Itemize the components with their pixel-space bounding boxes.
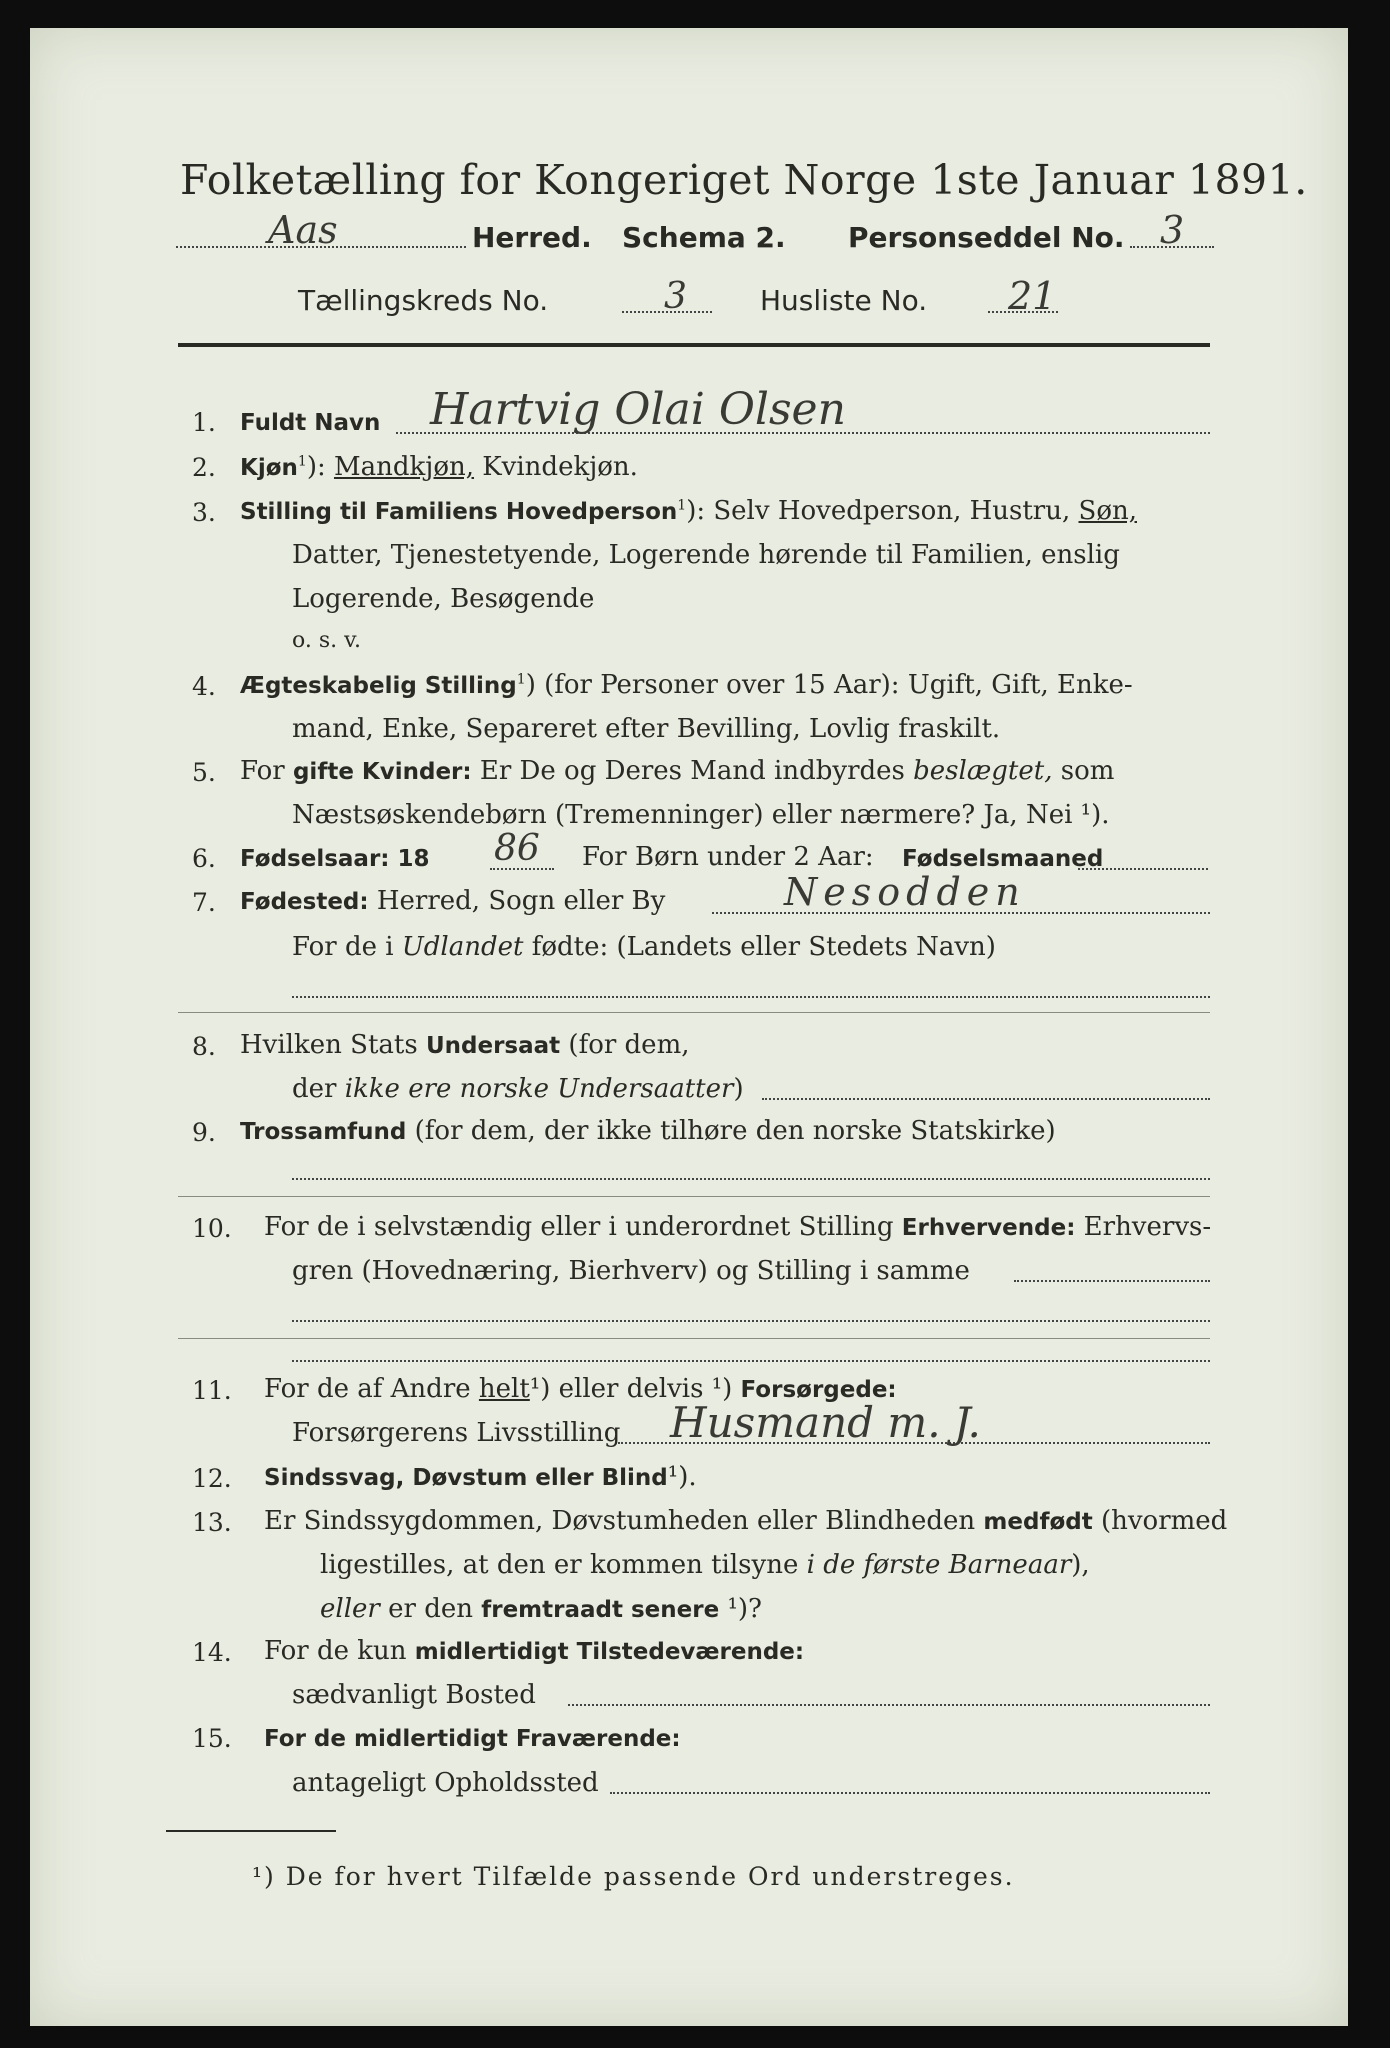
item-11-label: Forsørgede: xyxy=(740,1377,897,1403)
item-7-line1 xyxy=(240,886,665,916)
item-4-line2: mand, Enke, Separeret efter Bevilling, Lovlig fraskilt. xyxy=(292,714,1001,744)
herred-value: Aas xyxy=(268,208,338,252)
item-1-label: Fuldt Navn xyxy=(240,410,381,436)
item-6-label: Fødselsaar: 18 xyxy=(240,846,430,872)
item-6-text2: For Børn under 2 Aar: xyxy=(582,842,874,872)
item-2-colon: ): xyxy=(306,452,326,482)
item-7-line2b: fødte: (Landets eller Stedets Navn) xyxy=(531,932,996,962)
herred-label: Herred. xyxy=(472,221,592,254)
item-12-label: Sindssvag, Døvstum eller Blind xyxy=(264,1465,668,1491)
item-14-label: midlertidigt Tilstedeværende: xyxy=(414,1639,805,1665)
item-10-dotline3 xyxy=(292,1360,1210,1362)
item-4-text: ) (for Personer over 15 Aar): Ugift, Gift, Enke- xyxy=(525,670,1133,700)
item-9-number: 9. xyxy=(192,1118,216,1147)
item-14-text: For de kun xyxy=(264,1636,407,1666)
item-8-label: Undersaat xyxy=(425,1033,561,1059)
item-13-line3 xyxy=(320,1594,762,1624)
footnote-rule xyxy=(166,1830,336,1832)
item-9-text: (for dem, der ikke tilhøre den norske Statskirke) xyxy=(414,1116,1056,1146)
item-6-value: 86 xyxy=(494,828,540,869)
item-12-line1 xyxy=(264,1462,697,1492)
item-7-line2-italic: Udlandet xyxy=(401,932,524,962)
item-8-text2: (for dem, xyxy=(568,1030,690,1060)
item-11-helt: helt xyxy=(478,1374,530,1404)
item-14-line1 xyxy=(264,1636,804,1666)
item-3-line3: Logerende, Besøgende xyxy=(292,584,595,614)
item-15-dotline xyxy=(610,1792,1210,1794)
item-8-text: Hvilken Stats xyxy=(240,1030,418,1060)
footnote: ¹) De for hvert Tilfælde passende Ord understreges. xyxy=(252,1862,1015,1891)
census-form-page xyxy=(30,28,1348,2026)
item-4-label: Ægteskabelig Stilling xyxy=(240,673,517,699)
item-12-number: 12. xyxy=(192,1464,232,1493)
divider-9 xyxy=(178,1196,1210,1197)
item-9-line1 xyxy=(240,1116,1056,1146)
item-2-option-male: Mandkjøn, xyxy=(333,452,474,482)
divider-7 xyxy=(178,1012,1210,1013)
item-13-line2a: ligestilles, at den er kommen tilsyne xyxy=(320,1550,799,1580)
item-13-text2: (hvormed xyxy=(1100,1506,1228,1536)
item-12-tail: ¹). xyxy=(667,1462,697,1492)
item-8-line2a: der xyxy=(292,1074,337,1104)
item-3-number: 3. xyxy=(192,498,216,527)
husliste-label: Husliste No. xyxy=(760,284,928,317)
item-9-dotline xyxy=(292,1178,1210,1180)
item-13-line2 xyxy=(320,1550,1090,1580)
item-14-line2: sædvanligt Bosted xyxy=(292,1680,536,1710)
item-5-line1 xyxy=(240,756,1114,786)
item-7-label: Fødested: xyxy=(240,889,369,915)
item-3-line2: Datter, Tjenestetyende, Logerende hørende til Familien, enslig xyxy=(292,540,1120,570)
item-5-label: gifte Kvinder: xyxy=(292,759,472,785)
kreds-label: Tællingskreds No. xyxy=(298,284,549,317)
item-13-number: 13. xyxy=(192,1508,232,1537)
item-7-dotline2 xyxy=(292,996,1210,998)
item-8-line2b: ) xyxy=(733,1074,744,1104)
item-8-number: 8. xyxy=(192,1032,216,1061)
form-title: Folketælling for Kongeriget Norge 1ste Januar 1891. xyxy=(180,156,1308,204)
item-2-sup: 1 xyxy=(297,453,307,470)
item-7-line2a: For de i xyxy=(292,932,394,962)
husliste-value: 21 xyxy=(1008,274,1057,318)
item-10-line1 xyxy=(264,1212,1211,1242)
header-divider xyxy=(178,343,1210,347)
item-8-line2-italic: ikke ere norske Undersaatter xyxy=(344,1074,734,1104)
item-15-label: For de midlertidigt Fraværende: xyxy=(264,1726,681,1752)
item-7-line2 xyxy=(292,932,996,962)
item-11-value: Husmand m. J. xyxy=(670,1398,981,1447)
item-5-italic: beslægtet, xyxy=(913,756,1053,786)
item-6-dotline2 xyxy=(1078,868,1208,870)
item-3-text: ): Selv Hovedperson, Hustru, xyxy=(686,496,1071,526)
item-3-sup: 1 xyxy=(677,497,687,514)
schema-label: Schema 2. xyxy=(622,221,786,254)
kreds-value: 3 xyxy=(664,276,687,317)
item-13-text: Er Sindssygdommen, Døvstumheden eller Blindheden xyxy=(264,1506,976,1536)
item-10-dotline2 xyxy=(292,1320,1210,1322)
item-1-value: Hartvig Olai Olsen xyxy=(430,384,846,435)
item-5-number: 5. xyxy=(192,758,216,787)
item-7-text: Herred, Sogn eller By xyxy=(376,886,666,916)
item-5-text: Er De og Deres Mand indbyrdes xyxy=(479,756,905,786)
item-11-text2: ¹) eller delvis ¹) xyxy=(529,1374,733,1404)
item-11-number: 11. xyxy=(192,1376,232,1405)
item-3-label: Stilling til Familiens Hovedperson xyxy=(240,499,678,525)
item-1-number: 1. xyxy=(192,408,216,437)
item-5-line2: Næstsøskendebørn (Tremenninger) eller nærmere? Ja, Nei ¹). xyxy=(292,800,1110,830)
item-5-pre: For xyxy=(240,756,285,786)
item-3-selected: Søn, xyxy=(1078,496,1137,526)
personseddel-label: Personseddel No. xyxy=(848,221,1125,254)
item-13-line3a: er den xyxy=(388,1594,473,1624)
item-7-value: Nesodden xyxy=(784,870,1026,914)
item-5-text2: som xyxy=(1060,756,1115,786)
item-10-label: Erhvervende: xyxy=(901,1215,1076,1241)
item-4-number: 4. xyxy=(192,672,216,701)
item-2-number: 2. xyxy=(192,453,216,482)
item-6-number: 6. xyxy=(192,844,216,873)
item-2-row xyxy=(240,452,638,482)
item-8-line2 xyxy=(292,1074,744,1104)
item-6-label2: Fødselsmaaned xyxy=(902,846,1104,872)
item-10-text2: Erhvervs- xyxy=(1083,1212,1212,1242)
item-13-line3-bold: fremtraadt senere xyxy=(481,1597,720,1623)
item-14-dotline xyxy=(568,1704,1210,1706)
item-8-dotline xyxy=(762,1098,1210,1100)
item-4-line1 xyxy=(240,670,1133,700)
item-13-label: medfødt xyxy=(983,1509,1093,1535)
item-2-option-female: Kvindekjøn. xyxy=(482,452,638,482)
item-8-line1 xyxy=(240,1030,689,1060)
item-13-line3-italic: eller xyxy=(320,1594,380,1624)
item-11-line2: Forsørgerens Livsstilling xyxy=(292,1418,621,1448)
item-14-number: 14. xyxy=(192,1638,232,1667)
item-10-text: For de i selvstændig eller i underordnet Stilling xyxy=(264,1212,894,1242)
item-10-line2: gren (Hovednæring, Bierhverv) og Stilling i samme xyxy=(292,1256,970,1286)
item-7-number: 7. xyxy=(192,888,216,917)
item-11-text: For de af Andre xyxy=(264,1374,471,1404)
item-13-line3c: ¹)? xyxy=(727,1594,762,1624)
item-15-number: 15. xyxy=(192,1724,232,1753)
item-13-line2b: ), xyxy=(1071,1550,1090,1580)
item-13-line1 xyxy=(264,1506,1227,1536)
item-3-line4: o. s. v. xyxy=(292,628,361,653)
item-15-line2: antageligt Opholdssted xyxy=(292,1768,599,1798)
item-10-dotline xyxy=(1014,1280,1210,1282)
item-3-line1 xyxy=(240,496,1137,526)
item-9-label: Trossamfund xyxy=(240,1119,407,1145)
personseddel-value: 3 xyxy=(1160,208,1185,252)
item-10-number: 10. xyxy=(192,1214,232,1243)
item-4-sup: 1 xyxy=(516,671,526,688)
item-13-line2-italic: i de første Barneaar xyxy=(806,1550,1072,1580)
divider-10 xyxy=(178,1338,1210,1339)
item-6-dotline xyxy=(490,868,554,870)
item-2-label: Kjøn xyxy=(240,455,298,481)
